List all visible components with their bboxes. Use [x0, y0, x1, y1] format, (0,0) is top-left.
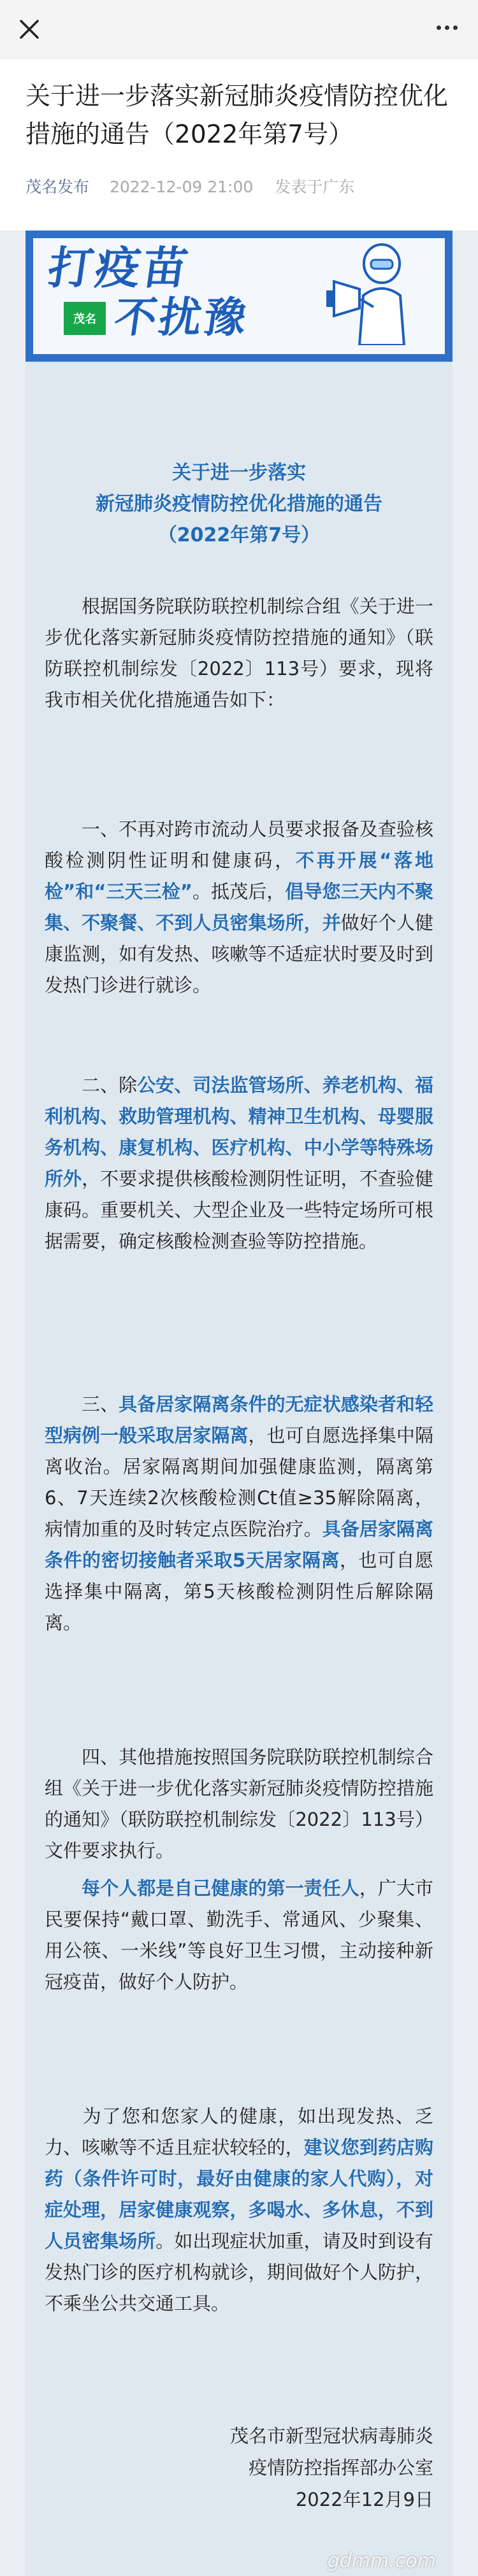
measure-paragraph-4: 四、其他措施按照国务院联防联控机制综合组《关于进一步优化落实新冠肺炎疫情防控措施的通知》（联防联控机制综发〔2022〕113号）文件要求执行。 [45, 1746, 433, 1861]
article-meta [25, 174, 354, 197]
more-icon[interactable] [437, 25, 458, 30]
publish-date: 2022-12-09 21:00 [109, 178, 254, 196]
banner-slogan-line2: 不扰豫 [111, 293, 252, 342]
author-link[interactable]: 茂名发布 [25, 178, 90, 196]
health-advice-paragraph: 为了您和您家人的健康，如出现发热、乏力、咳嗽等不适且症状较轻的，建议您到药店购药（条件许可时，最好由健康的家人代购），对症处理，居家健康观察，多喝水、多休息，不到人员密集场所。如出现症状加重，请及时到设有发热门诊的医疗机构就诊，期间做好个人防护，不乘坐公共交通工具。 [45, 2105, 433, 2314]
measure-paragraph-2: 二、除公安、司法监管场所、养老机构、福利机构、救助管理机构、精神卫生机构、母婴服务机构、康复机构、医疗机构、中小学等特殊场所外，不要求提供核酸检测阴性证明，不查验健康码。重要机关、大型企业及一些特定场所可根据需要，确定核酸检测查验等防控措施。 [45, 1074, 433, 1252]
publish-location: 发表于广东 [275, 178, 355, 196]
signature-block [230, 2420, 433, 2516]
signature-org-line2: 疫情防控指挥部办公室 [248, 2457, 433, 2479]
notice-heading: 关于进一步落实 新冠肺炎疫情防控优化措施的通告 （2022年第7号） [96, 462, 382, 546]
health-worker-megaphone-icon [321, 237, 430, 345]
close-icon[interactable] [15, 15, 43, 43]
measure-paragraph-3: 三、具备居家隔离条件的无症状感染者和轻型病例一般采取居家隔离，也可自愿选择集中隔离收治。居家隔离期间加强健康监测，隔离第6、7天连续2次核酸检测Ct值≥35解除隔离，病情加重的及时转定点医院治疗。具备居家隔离条件的密切接触者采取5天居家隔离，也可自愿选择集中隔离，第5天核酸检测阴性后解除隔离。 [45, 1393, 433, 1633]
intro-paragraph: 根据国务院联防联控机制综合组《关于进一步优化落实新冠肺炎疫情防控措施的通知》（联防联控机制综发〔2022〕113号）要求，现将我市相关优化措施通告如下： [45, 595, 433, 711]
site-watermark: gdmm.com [327, 2550, 436, 2572]
article-body [25, 362, 453, 2576]
vaccine-banner-image [25, 231, 453, 362]
signature-org-line1: 茂名市新型冠状病毒肺炎 [229, 2425, 433, 2447]
measure-paragraph-1: 一、不再对跨市流动人员要求报备及查验核酸检测阴性证明和健康码，不再开展“落地检”和“三天三检”。抵茂后，倡导您三天内不聚集、不聚餐、不到人员密集场所，并做好个人健康监测，如有发热、咳嗽等不适症状时要及时到发热门诊进行就诊。 [45, 818, 433, 996]
responsibility-paragraph: 每个人都是自己健康的第一责任人，广大市民要保持“戴口罩、勤洗手、常通风、少聚集、用公筷、一米线”等良好卫生习惯，主动接种新冠疫苗，做好个人防护。 [45, 1877, 433, 1993]
top-navigation-bar [0, 0, 478, 59]
article-header [0, 59, 478, 231]
banner-logo: 茂名 [64, 302, 106, 335]
article-title: 关于进一步落实新冠肺炎疫情防控优化措施的通告（2022年第7号） [25, 82, 449, 149]
signature-date: 2022年12月9日 [295, 2489, 433, 2510]
banner-slogan-line1: 打疫苗 [45, 242, 194, 294]
